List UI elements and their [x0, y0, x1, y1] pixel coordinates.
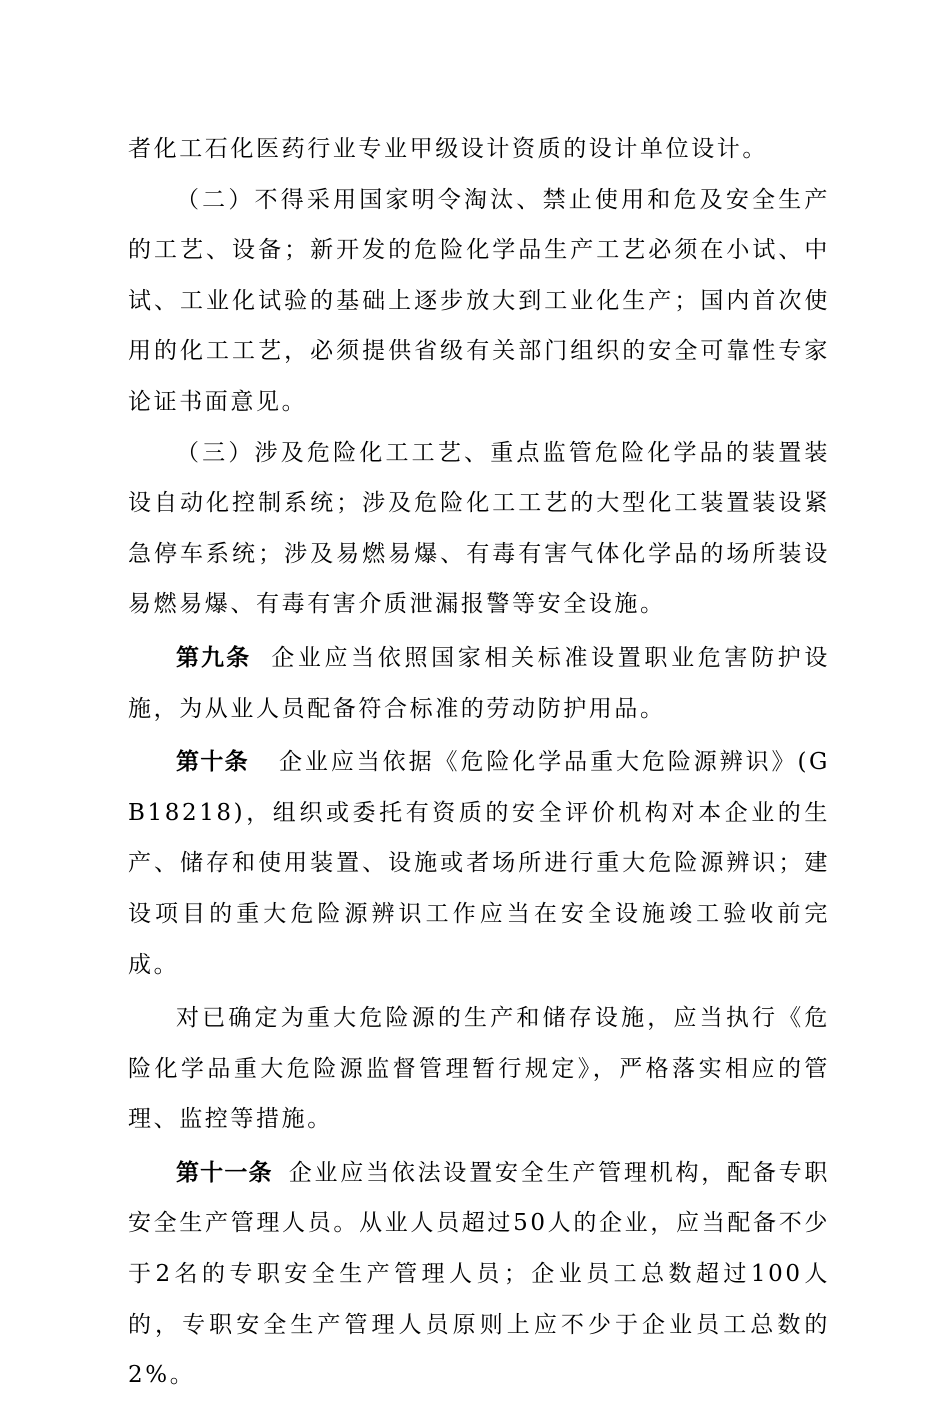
article-11-label: 第十一条	[176, 1159, 273, 1186]
article-10	[128, 737, 830, 990]
document-page	[128, 124, 830, 1401]
paragraph-continuation: 者化工石化医药行业专业甲级设计资质的设计单位设计。	[128, 136, 768, 162]
paragraph-item-3: （三）涉及危险化工工艺、重点监管危险化学品的装置装设自动化控制系统；涉及危险化工工艺的大型化工装置装设紧急停车系统；涉及易燃易爆、有毒有害气体化学品的场所装设易燃易爆、有毒有害介质泄漏报警等安全设施。	[128, 439, 830, 618]
article-9-label: 第九条	[176, 644, 252, 671]
paragraph-item-2: （二）不得采用国家明令淘汰、禁止使用和危及安全生产的工艺、设备；新开发的危险化学品生产工艺必须在小试、中试、工业化试验的基础上逐步放大到工业化生产；国内首次使用的化工工艺，必须提供省级有关部门组织的安全可靠性专家论证书面意见。	[128, 186, 830, 415]
article-9	[128, 633, 830, 734]
article-11-text: 企业应当依法设置安全生产管理机构，配备专职安全生产管理人员。从业人员超过50人的企业，应当配备不少于2名的专职安全生产管理人员；企业员工总数超过100人的，专职安全生产管理人员原则上应不少于企业员工总数的2%。	[128, 1159, 830, 1389]
article-9-text: 企业应当依照国家相关标准设置职业危害防护设施，为从业人员配备符合标准的劳动防护用品。	[128, 644, 830, 722]
article-11	[128, 1148, 830, 1401]
paragraph-major-hazard: 对已确定为重大危险源的生产和储存设施，应当执行《危险化学品重大危险源监督管理暂行规定》，严格落实相应的管理、监控等措施。	[128, 1005, 830, 1133]
article-10-text: 企业应当依据《危险化学品重大危险源辨识》(GB18218)，组织或委托有资质的安全评价机构对本企业的生产、储存和使用装置、设施或者场所进行重大危险源辨识；建设项目的重大危险源辨识工作应当在安全设施竣工验收前完成。	[128, 749, 831, 978]
article-10-label: 第十条	[176, 749, 249, 776]
